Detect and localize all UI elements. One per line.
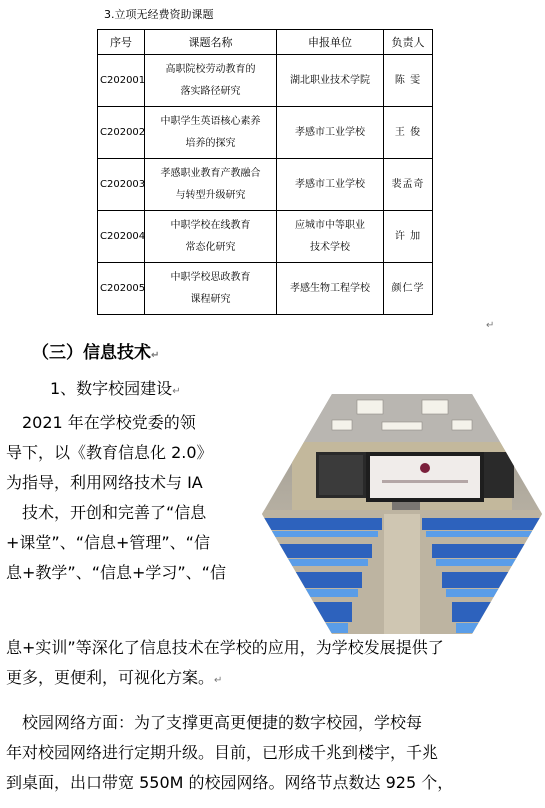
- table-row: [98, 159, 433, 211]
- row-unit: 应城市中等职业 技术学校: [277, 211, 384, 263]
- header-unit: 申报单位: [277, 30, 384, 55]
- text-line: 更多，更便利，可视化方案。↵: [6, 668, 223, 687]
- classroom-photo: [262, 394, 542, 634]
- text-line: 息+实训”等深化了信息技术在学校的应用，为学校发展提供了: [6, 638, 444, 657]
- row-name: 中职学校思政教育 课程研究: [145, 263, 277, 315]
- table-header-row: [98, 30, 433, 55]
- text-line: 为指导，利用网络技术与 IA: [6, 473, 203, 492]
- row-unit: 孝感市工业学校: [277, 159, 384, 211]
- text-line: 年对校园网络进行定期升级。目前，已形成千兆到楼宇，千兆: [6, 743, 439, 762]
- text-line: 息+教学”、“信息+学习”、“信: [6, 563, 226, 582]
- row-name: 中职学生英语核心素养 培养的探究: [145, 107, 277, 159]
- table-row: [98, 263, 433, 315]
- row-leader: 许 加: [384, 211, 433, 263]
- row-id: C202004: [98, 211, 145, 263]
- row-leader: 裴孟奇: [384, 159, 433, 211]
- text-line: 到桌面，出口带宽 550M 的校园网络。网络节点数达 925 个，: [6, 773, 454, 792]
- paragraph-mark: ↵: [486, 320, 495, 331]
- row-unit: 湖北职业技术学院: [277, 55, 384, 107]
- project-table: [97, 29, 433, 315]
- row-leader: 王 俊: [384, 107, 433, 159]
- row-id: C202003: [98, 159, 145, 211]
- paragraph-2: [6, 708, 541, 798]
- row-unit: 孝感生物工程学校: [277, 263, 384, 315]
- header-id: 序号: [98, 30, 145, 55]
- row-id: C202001: [98, 55, 145, 107]
- text-line: 技术，开创和完善了“信息: [6, 503, 207, 522]
- sub-heading: 1、数字校园建设↵: [50, 379, 181, 398]
- text-line: 校园网络方面：为了支撑更高更便捷的数字校园，学校每: [6, 713, 423, 732]
- row-id: C202002: [98, 107, 145, 159]
- row-leader: 颜仁学: [384, 263, 433, 315]
- text-line: 导下，以《教育信息化 2.0》: [6, 443, 213, 462]
- table-row: [98, 211, 433, 263]
- table-row: [98, 55, 433, 107]
- header-leader: 负责人: [384, 30, 433, 55]
- paragraph-1-wrapped: [6, 408, 276, 588]
- row-unit: 孝感市工业学校: [277, 107, 384, 159]
- header-name: 课题名称: [145, 30, 277, 55]
- text-line: +课堂”、“信息+管理”、“信: [6, 533, 210, 552]
- section-heading: （三）信息技术↵: [32, 343, 160, 363]
- table-row: [98, 107, 433, 159]
- text-line: 2021 年在学校党委的领: [6, 413, 196, 432]
- row-name: 高职院校劳动教育的 落实路径研究: [145, 55, 277, 107]
- row-id: C202005: [98, 263, 145, 315]
- row-leader: 陈 雯: [384, 55, 433, 107]
- table-caption: 3.立项无经费资助课题: [104, 8, 214, 21]
- row-name: 孝感职业教育产教融合 与转型升级研究: [145, 159, 277, 211]
- paragraph-1-full: [6, 633, 541, 693]
- row-name: 中职学校在线教育 常态化研究: [145, 211, 277, 263]
